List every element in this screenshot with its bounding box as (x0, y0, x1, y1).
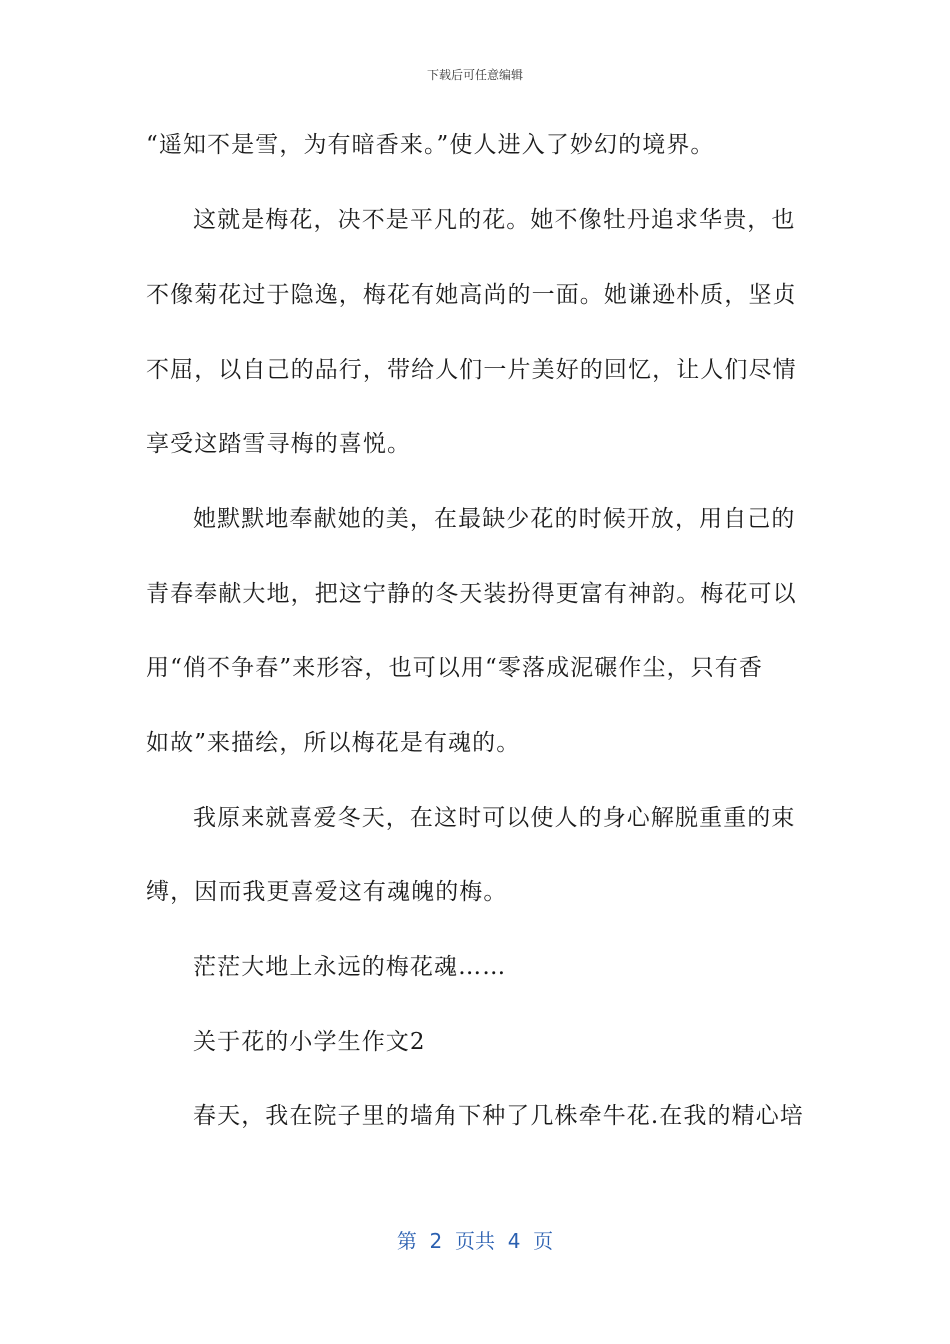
body-line: “遥知不是雪，为有暗香来。”使人进入了妙幻的境界。 (146, 132, 715, 158)
body-line: 她默默地奉献她的美，在最缺少花的时候开放，用自己的 (193, 506, 796, 532)
section-heading: 关于花的小学生作文2 (193, 1029, 426, 1055)
body-line: 这就是梅花，决不是平凡的花。她不像牡丹追求华贵，也 (193, 207, 796, 233)
body-line: 用“俏不争春”来形容，也可以用“零落成泥碾作尘，只有香 (146, 655, 763, 681)
body-line: 如故”来描绘，所以梅花是有魂的。 (146, 730, 521, 756)
body-line: 茫茫大地上永远的梅花魂…… (193, 954, 507, 980)
body-line: 不像菊花过于隐逸，梅花有她高尚的一面。她谦逊朴质，坚贞 (146, 282, 797, 308)
body-line: 享受这踏雪寻梅的喜悦。 (146, 431, 412, 457)
body-line: 不屈，以自己的品行，带给人们一片美好的回忆，让人们尽情 (146, 357, 797, 383)
body-line: 春天，我在院子里的墙角下种了几株牵牛花.在我的精心培 (193, 1103, 804, 1129)
body-line: 我原来就喜爱冬天，在这时可以使人的身心解脱重重的束 (193, 805, 796, 831)
page-header: 下载后可任意编辑 (426, 68, 523, 82)
page-number: 第 2 页共 4 页 (396, 1229, 554, 1253)
body-line: 缚，因而我更喜爱这有魂魄的梅。 (146, 879, 508, 905)
body-line: 青春奉献大地，把这宁静的冬天装扮得更富有神韵。梅花可以 (146, 581, 797, 607)
